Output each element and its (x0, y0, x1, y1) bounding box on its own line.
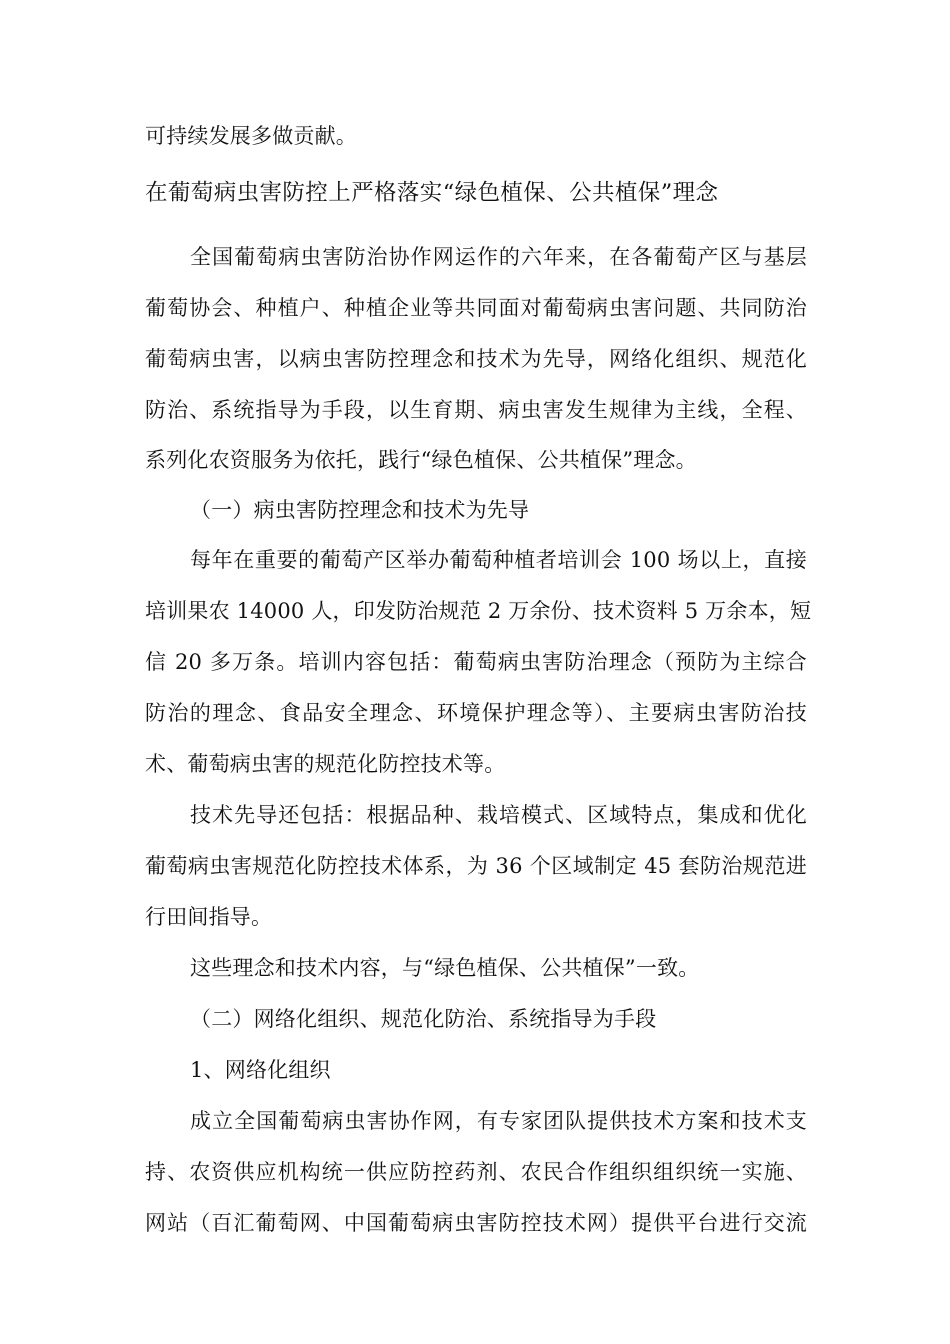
paragraph-line: 防治、系统指导为手段，以生育期、病虫害发生规律为主线，全程、 (145, 398, 807, 422)
paragraph-line: 全国葡萄病虫害防治协作网运作的六年来，在各葡萄产区与基层 (190, 245, 807, 269)
paragraph-line: 持、农资供应机构统一供应防控药剂、农民合作组织组织统一实施、 (145, 1160, 807, 1184)
numbered-heading: 1、网络化组织 (190, 1058, 331, 1082)
paragraph-line: 成立全国葡萄病虫害协作网，有专家团队提供技术方案和技术支 (190, 1109, 807, 1133)
paragraph-line: 术、葡萄病虫害的规范化防控技术等。 (145, 752, 506, 776)
paragraph-line: 网站（百汇葡萄网、中国葡萄病虫害防控技术网）提供平台进行交流 (145, 1211, 807, 1235)
paragraph-line: 这些理念和技术内容，与“绿色植保、公共植保”一致。 (190, 956, 700, 980)
paragraph-line: 系列化农资服务为依托，践行“绿色植保、公共植保”理念。 (145, 448, 697, 472)
paragraph-line: 技术先导还包括：根据品种、栽培模式、区域特点，集成和优化 (190, 803, 807, 827)
paragraph-line: 葡萄病虫害，以病虫害防控理念和技术为先导，网络化组织、规范化 (145, 347, 807, 371)
subsection-heading: （二）网络化组织、规范化防治、系统指导为手段 (190, 1007, 657, 1031)
paragraph-line: 葡萄病虫害规范化防控技术体系，为 36 个区域制定 45 套防治规范进 (145, 854, 807, 878)
paragraph-line: 可持续发展多做贡献。 (145, 124, 357, 148)
paragraph-line: 培训果农 14000 人，印发防治规范 2 万余份、技术资料 5 万余本，短 (145, 599, 812, 623)
subsection-heading: （一）病虫害防控理念和技术为先导 (190, 498, 530, 522)
paragraph-line: 行田间指导。 (145, 905, 273, 929)
paragraph-line: 防治的理念、食品安全理念、环境保护理念等）、主要病虫害防治技 (145, 701, 807, 725)
paragraph-line: 每年在重要的葡萄产区举办葡萄种植者培训会 100 场以上，直接 (190, 548, 807, 572)
section-heading: 在葡萄病虫害防控上严格落实“绿色植保、公共植保”理念 (145, 180, 719, 206)
paragraph-line: 信 20 多万条。培训内容包括：葡萄病虫害防治理念（预防为主综合 (145, 650, 807, 674)
paragraph-line: 葡萄协会、种植户、种植企业等共同面对葡萄病虫害问题、共同防治 (145, 296, 807, 320)
